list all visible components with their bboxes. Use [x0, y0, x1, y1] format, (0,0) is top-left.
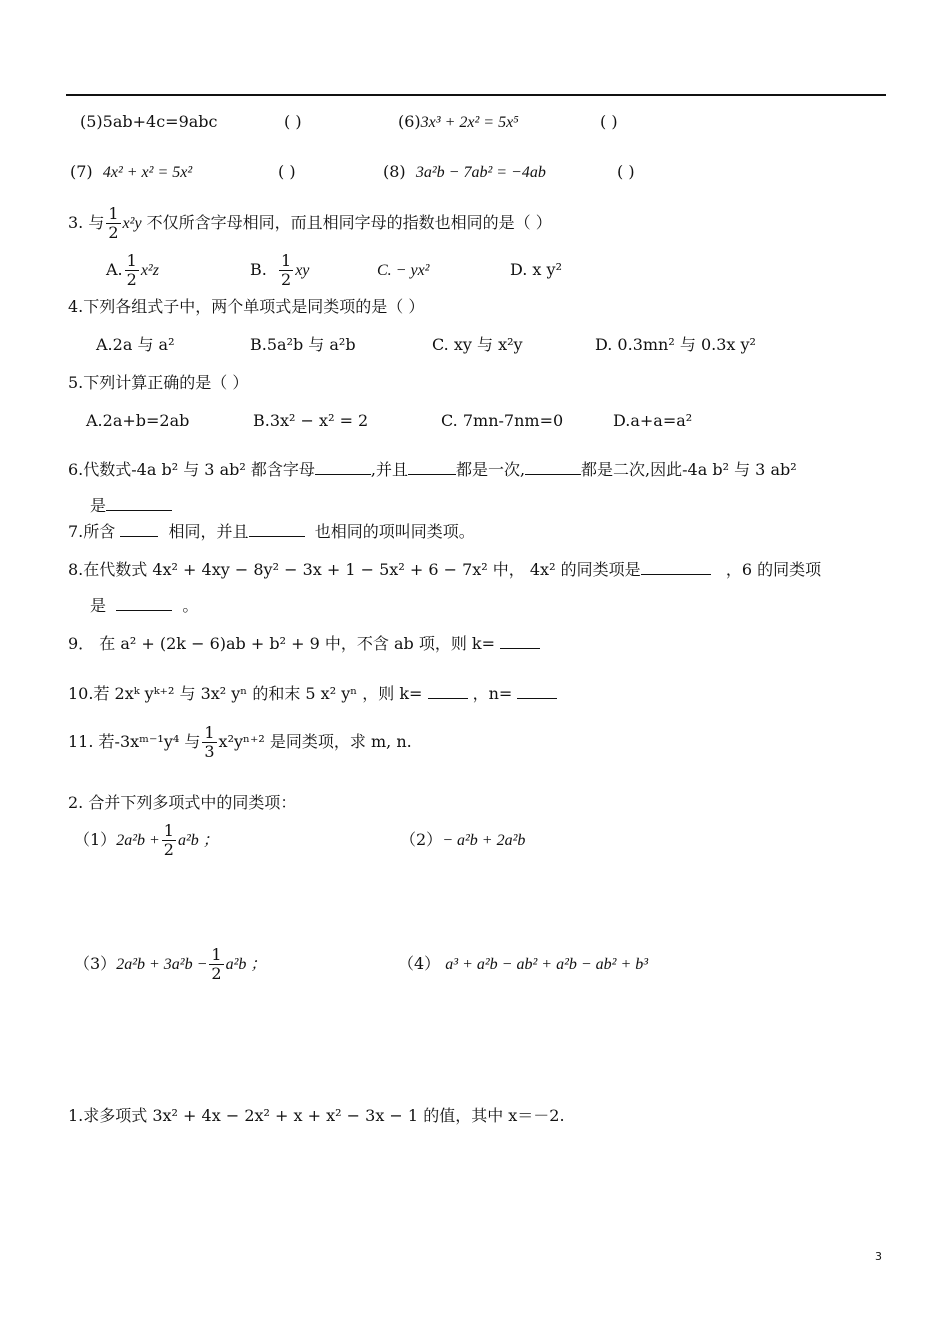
answer-paren-8[interactable]: ( ) — [617, 162, 635, 181]
question-5-option-c[interactable]: C. 7mn-7nm=0 — [441, 411, 564, 430]
question-5-option-d[interactable]: D.a+a=a² — [613, 411, 693, 430]
merge-problem-4: （4） a³ + a²b − ab² + a²b − ab² + b³ — [398, 954, 649, 973]
question-5-option-a[interactable]: A.2a+b=2ab — [86, 411, 190, 430]
merge-problem-1: （1）2a²b + $\frac{1}{2}$ a²b ； — [74, 821, 219, 859]
question-7: 7.所含 相同，并且 也相同的项叫同类项。 — [68, 522, 475, 541]
q8-blank-2[interactable] — [116, 596, 172, 611]
merge-problem-2: （2）− a²b + 2a²b — [400, 830, 526, 849]
evaluate-problem: 1.求多项式 3x² + 4x − 2x² + x + x² − 3x − 1 的值，其中 x＝－2. — [68, 1106, 565, 1125]
page-number: 3 — [875, 1250, 882, 1263]
question-4-option-c[interactable]: C. xy 与 x²y — [432, 335, 523, 354]
question-8-line-1: 8.在代数式 4x² + 4xy − 8y² − 3x + 1 − 5x² + 6 − 7x² 中， 4x² 的同类项是 ，6 的同类项 — [68, 560, 822, 579]
question-6-line-2: 是 — [90, 496, 172, 516]
q6-blank-second-degree[interactable] — [525, 460, 581, 475]
q7-blank-1[interactable] — [120, 522, 158, 537]
q6-blank-first-degree[interactable] — [408, 460, 456, 475]
question-4-stem: 4.下列各组式子中，两个单项式是同类项的是（ ） — [68, 297, 425, 316]
fraction-one-half: $\frac{1}{2}$ — [108, 204, 119, 242]
question-3-option-d[interactable]: D. x y² — [510, 260, 562, 279]
question-10: 10.若 2xᵏ yᵏ⁺² 与 3x² yⁿ 的和末 5 x² yⁿ ，则 k= ，n= — [68, 684, 557, 704]
merge-section-title: 2. 合并下列多项式中的同类项： — [68, 793, 297, 812]
q7-blank-2[interactable] — [249, 522, 305, 537]
q10-blank-n[interactable] — [517, 684, 557, 699]
judge-item-6: (6)3x³ + 2x² = 5x⁵ — [398, 112, 519, 131]
merge-problem-3: （3）2a²b + 3a²b − $\frac{1}{2}$ a²b ； — [74, 945, 267, 983]
question-3-option-a[interactable]: A. $\frac{1}{2}$ x²z — [106, 251, 159, 289]
q10-blank-k[interactable] — [428, 684, 468, 699]
question-11: 11. 若-3xᵐ⁻¹y⁴ 与 $\frac{1}{3}$ x²yⁿ⁺² 是同类项，求 m, n. — [68, 723, 412, 761]
judge-item-7: (7) 4x² + x² = 5x² — [70, 162, 193, 181]
judge-item-8: (8) 3a²b − 7ab² = −4ab — [383, 162, 546, 181]
q9-blank-k[interactable] — [500, 634, 540, 649]
question-4-option-b[interactable]: B.5a²b 与 a²b — [250, 335, 356, 354]
q8-blank-1[interactable] — [641, 560, 711, 575]
question-4-option-d[interactable]: D. 0.3mn² 与 0.3x y² — [595, 335, 756, 354]
question-3-stem: 3. 与 $\frac{1}{2}$ x²y 不仅所含字母相同，而且相同字母的指数也相同的是（ ） — [68, 204, 552, 242]
question-3-option-b[interactable]: B. $\frac{1}{2}$ xy — [250, 251, 310, 289]
question-3-option-c[interactable]: C. − yx² — [377, 262, 430, 279]
q6-blank-letters[interactable] — [315, 460, 371, 475]
question-6-line-1: 6.代数式-4a b² 与 3 ab² 都含字母 ,并且 都是一次, 都是二次,因此-4a b² 与 3 ab² — [68, 460, 797, 479]
fraction-one-third: $\frac{1}{3}$ — [204, 723, 215, 761]
question-5-stem: 5.下列计算正确的是（ ） — [68, 373, 249, 392]
judge-item-5: (5)5ab+4c=9abc — [80, 112, 218, 131]
answer-paren-6[interactable]: ( ) — [600, 112, 618, 131]
header-rule — [66, 94, 886, 96]
answer-paren-5[interactable]: ( ) — [284, 112, 302, 131]
question-9: 9． 在 a² + (2k − 6)ab + b² + 9 中，不含 ab 项，则 k= — [68, 634, 540, 654]
answer-paren-7[interactable]: ( ) — [278, 162, 296, 181]
q6-blank-conclusion[interactable] — [106, 496, 172, 511]
question-4-option-a[interactable]: A.2a 与 a² — [96, 335, 175, 354]
question-5-option-b[interactable]: B.3x² − x² = 2 — [253, 411, 369, 430]
question-8-line-2: 是 。 — [90, 596, 199, 615]
